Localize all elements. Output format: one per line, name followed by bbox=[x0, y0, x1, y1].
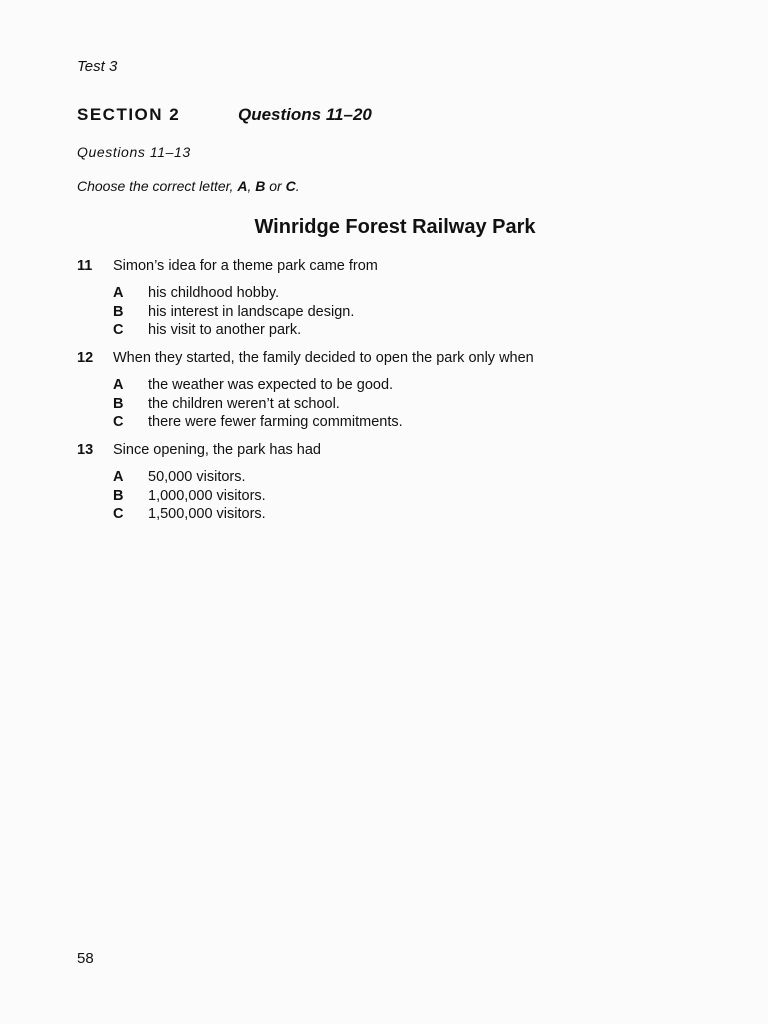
option-text: 50,000 visitors. bbox=[148, 469, 246, 485]
instruction-separator-1: , bbox=[247, 178, 256, 194]
option-letter: B bbox=[113, 303, 124, 320]
option-letter: C bbox=[113, 322, 124, 338]
option-text: his interest in landscape design. bbox=[148, 303, 355, 320]
section-title: SECTION 2 bbox=[77, 105, 181, 124]
question-number: 12 bbox=[77, 350, 94, 366]
subsection-questions-range: Questions 11–13 bbox=[77, 144, 191, 160]
document-title: Winridge Forest Railway Park bbox=[254, 216, 536, 238]
instruction-letter-c: C bbox=[285, 178, 296, 194]
option-text: his visit to another park. bbox=[148, 322, 302, 338]
option-text: his childhood hobby. bbox=[148, 285, 280, 301]
instruction-suffix: . bbox=[295, 178, 300, 194]
question-number: 11 bbox=[77, 258, 93, 274]
section-questions-range: Questions 11–20 bbox=[238, 105, 372, 124]
option-letter: B bbox=[113, 487, 124, 504]
option-text: the weather was expected to be good. bbox=[148, 377, 394, 393]
section-header bbox=[77, 105, 372, 125]
option-letter: B bbox=[113, 395, 124, 412]
option-text: the children weren’t at school. bbox=[148, 395, 340, 412]
page-number: 58 bbox=[77, 950, 94, 967]
option-text: 1,500,000 visitors. bbox=[148, 506, 266, 522]
instruction-letter-a: A bbox=[237, 178, 248, 194]
question-text: When they started, the family decided to open the park only when bbox=[113, 350, 534, 366]
option-letter: A bbox=[113, 469, 124, 485]
instruction-prefix: Choose the correct letter, bbox=[77, 178, 238, 194]
instruction-separator-2: or bbox=[265, 178, 286, 194]
instruction-letter-b: B bbox=[255, 178, 266, 194]
instruction-text bbox=[77, 178, 300, 194]
question-text: Since opening, the park has had bbox=[113, 442, 321, 458]
test-label: Test 3 bbox=[77, 58, 118, 75]
option-letter: C bbox=[113, 414, 124, 430]
option-letter: C bbox=[113, 506, 124, 522]
option-letter: A bbox=[113, 285, 124, 301]
option-letter: A bbox=[113, 377, 124, 393]
question-text: Simon’s idea for a theme park came from bbox=[113, 258, 378, 274]
option-text: 1,000,000 visitors. bbox=[148, 487, 266, 504]
option-text: there were fewer farming commitments. bbox=[148, 414, 403, 430]
question-number: 13 bbox=[77, 442, 94, 458]
